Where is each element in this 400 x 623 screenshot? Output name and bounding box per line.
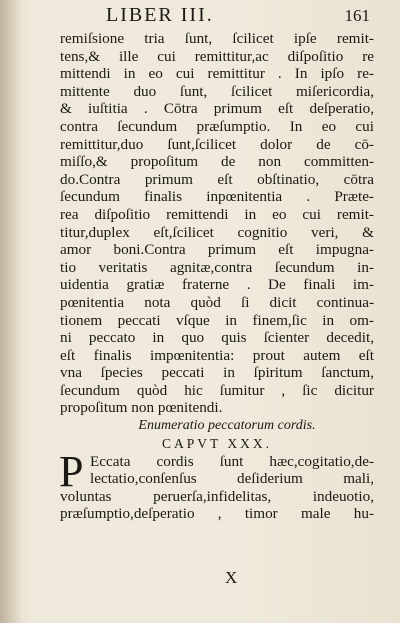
body-line: & iuſtitia . Cōtra primum eſt deſperatio, [60,100,374,118]
body-line: tens,& ille cui remittitur,ac diſpoſitio re [60,47,374,65]
chapter-line: lectatio,conſenſus deſiderium mali, [90,470,374,488]
chapter-opening [59,446,374,523]
running-head: LIBER III. [106,4,214,26]
body-line: pœnitentia nota quòd ſi dicit continua- [60,293,374,311]
page-number: 161 [344,6,370,25]
body-line: mittendi in eo cui remittitur . In ipſo re- [60,65,374,83]
body-line: vna ſpecies peccati in ſpiritum ſanctum, [60,364,374,382]
chapter-line: voluntas peruerſa,infidelitas, indeuotio, [60,487,374,505]
body-line: contra ſecundum præſumptio. In eo cui [60,117,374,135]
body-line: amor boni.Contra primum eſt impugna- [60,241,374,259]
body-line: do.Contra primum eſt obſtinatio, cōtra [60,170,374,188]
chapter-line: Eccata cordis ſunt hæc,cogitatio,de- [90,452,374,470]
body-line: mittente duo ſunt, ſcilicet miſericordia, [60,82,374,100]
body-line: titur,duplex eſt,ſcilicet cognitio veri, & [60,223,374,241]
chapter-line: præſumptio,deſperatio , timor male hu- [60,505,374,523]
body-line: tionem peccati vſque in finem,ſic in om- [60,311,374,329]
body-line: ſecundum finalis inpœnitentia . Præte- [60,188,374,206]
body-line: miſſo,& propoſitum de non committen- [60,153,374,171]
body-line: rea diſpoſitio remittendi in eo cui remit- [60,205,374,223]
catchword: X [225,568,238,587]
spine-shadow [0,0,22,623]
section-title: Enumeratio peccatorum cordis. [138,418,316,434]
body-line: ſecundum quòd hic ſumitur , ſic dicitur [60,381,374,399]
body-line: remiſsione tria ſunt, ſcilicet ipſe remit- [60,30,374,47]
body-line: propoſitum non pœnitendi. [60,399,223,417]
body-line: tio veritatis agnitæ,contra ſecundum in- [60,258,374,276]
body-line: uidentia gratiæ fraterne . De finali im- [60,276,374,294]
chapter-heading: CAPVT XXX. [161,435,272,451]
drop-cap: P [59,446,84,496]
body-line: eſt finalis impœnitentia: prout autem eſt [60,346,374,364]
body-line: remittitur,duo ſunt,ſcilicet dolor de cō- [60,135,374,153]
text-block [60,30,374,523]
body-line: ni peccato in quo quis ſcienter decedit, [60,329,374,347]
page-header [60,4,370,30]
